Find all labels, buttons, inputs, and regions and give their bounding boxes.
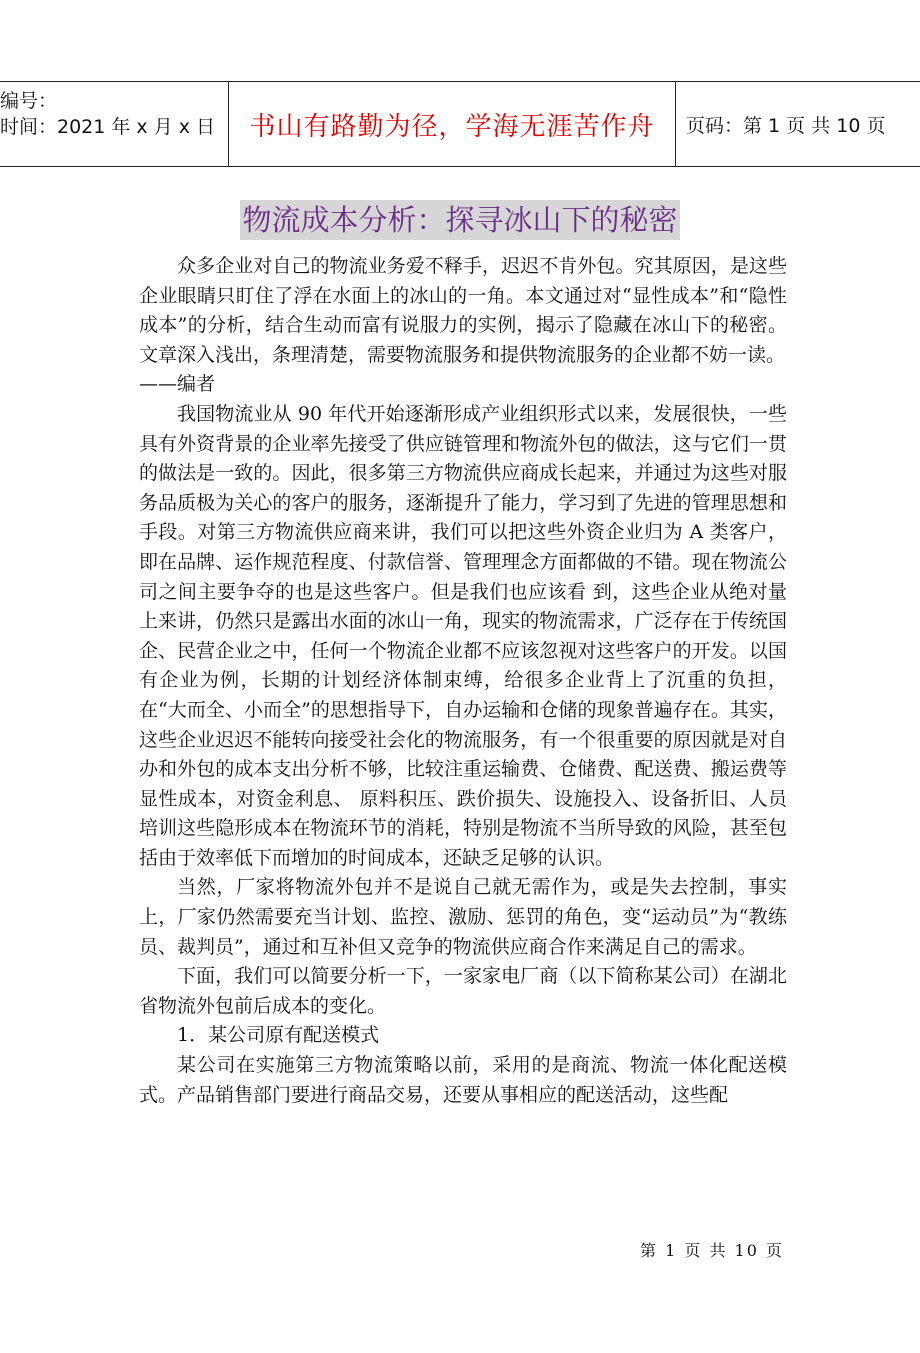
header-table [0,81,920,167]
paragraph-body: 某公司在实施第三方物流策略以前，采用的是商流、物流一体化配送模式。产品销售部门要进行商品交易，还要从事相应的配送活动，这些配 [139,1054,787,1106]
document-number-label: 编号： [0,90,58,112]
paragraph-body: 下面，我们可以简要分析一下，一家家电厂商（以下简称某公司）在湖北省物流外包前后成本的变化。 [139,965,787,1017]
document-body [139,252,787,1110]
page-footer: 第 1 页 共 10 页 [640,1241,784,1260]
title-wrap [0,200,920,240]
document-title: 物流成本分析：探寻冰山下的秘密 [240,200,679,240]
paragraph-editor-sign: ——编者 [139,373,216,396]
header-left-cell [0,82,229,166]
header-middle-cell [229,82,676,166]
document-time-label: 时间：2021 年 x 月 x 日 [0,116,216,138]
paragraph-body: 我国物流业从 90 年代开始逐渐形成产业组织形式以来，发展很快，一些具有外资背景的企业率先接受了供应链管理和物流外包的做法，这与它们一贯的做法是一致的。因此，很多第三方物流供应商成长起来，并通过为这些对服务品质极为关心的客户的服务，逐渐提升了能力，学习到了先进的管理思想和手段。对第三方物流供应商来讲，我们可以把这些外资企业归为 A 类客户，即在品牌、运作规范程度、付款信誉、管理理念方面都做的不错。现在物流公司之间主要争夺的也是这些客户。但是我们也应该看 到，这些企业从绝对量上来讲，仍然只是露出水面的冰山一角，现实的物流需求，广泛存在于传统国企、民营企业之中，任何一个物流企业都不应该忽视对这些客户的开发。以国有企业为例，长期的计划经济体制束缚，给很多企业背上了沉重的负担，在“大而全、小而全”的思想指导下，自办运输和仓储的现象普遍存在。其实，这些企业迟迟不能转向接受社会化的物流服务，有一个很重要的原因就是对自办和外包的成本支出分析不够，比较注重运输费、仓储费、配送费、搬运费等显性成本，对资金利息、 原料积压、跌价损失、设施投入、设备折旧、人员培训这些隐形成本在物流环节的消耗，特别是物流不当所导致的风险，甚至包括由于效率低下而增加的时间成本，还缺乏足够的认识。 [139,402,787,869]
header-motto: 书山有路勤为径，学海无涯苦作舟 [249,111,655,142]
section-heading: 1．某公司原有配送模式 [177,1024,380,1047]
paragraph-body: 当然，厂家将物流外包并不是说自己就无需作为，或是失去控制，事实上，厂家仍然需要充当计划、监控、激励、惩罚的角色，变“运动员”为“教练员、裁判员”，通过和互补但又竞争的物流供应商合作来满足自己的需求。 [139,876,787,958]
paragraph-abstract: 众多企业对自己的物流业务爱不释手，迟迟不肯外包。究其原因，是这些企业眼睛只盯住了浮在水面上的冰山的一角。本文通过对“显性成本”和“隐性成本”的分析，结合生动而富有说服力的实例，揭示了隐藏在冰山下的秘密。文章深入浅出，条理清楚，需要物流服务和提供物流服务的企业都不妨一读。 [139,255,787,366]
header-page-info: 页码：第 1 页 共 10 页 [686,114,886,137]
header-right-cell [676,82,920,166]
